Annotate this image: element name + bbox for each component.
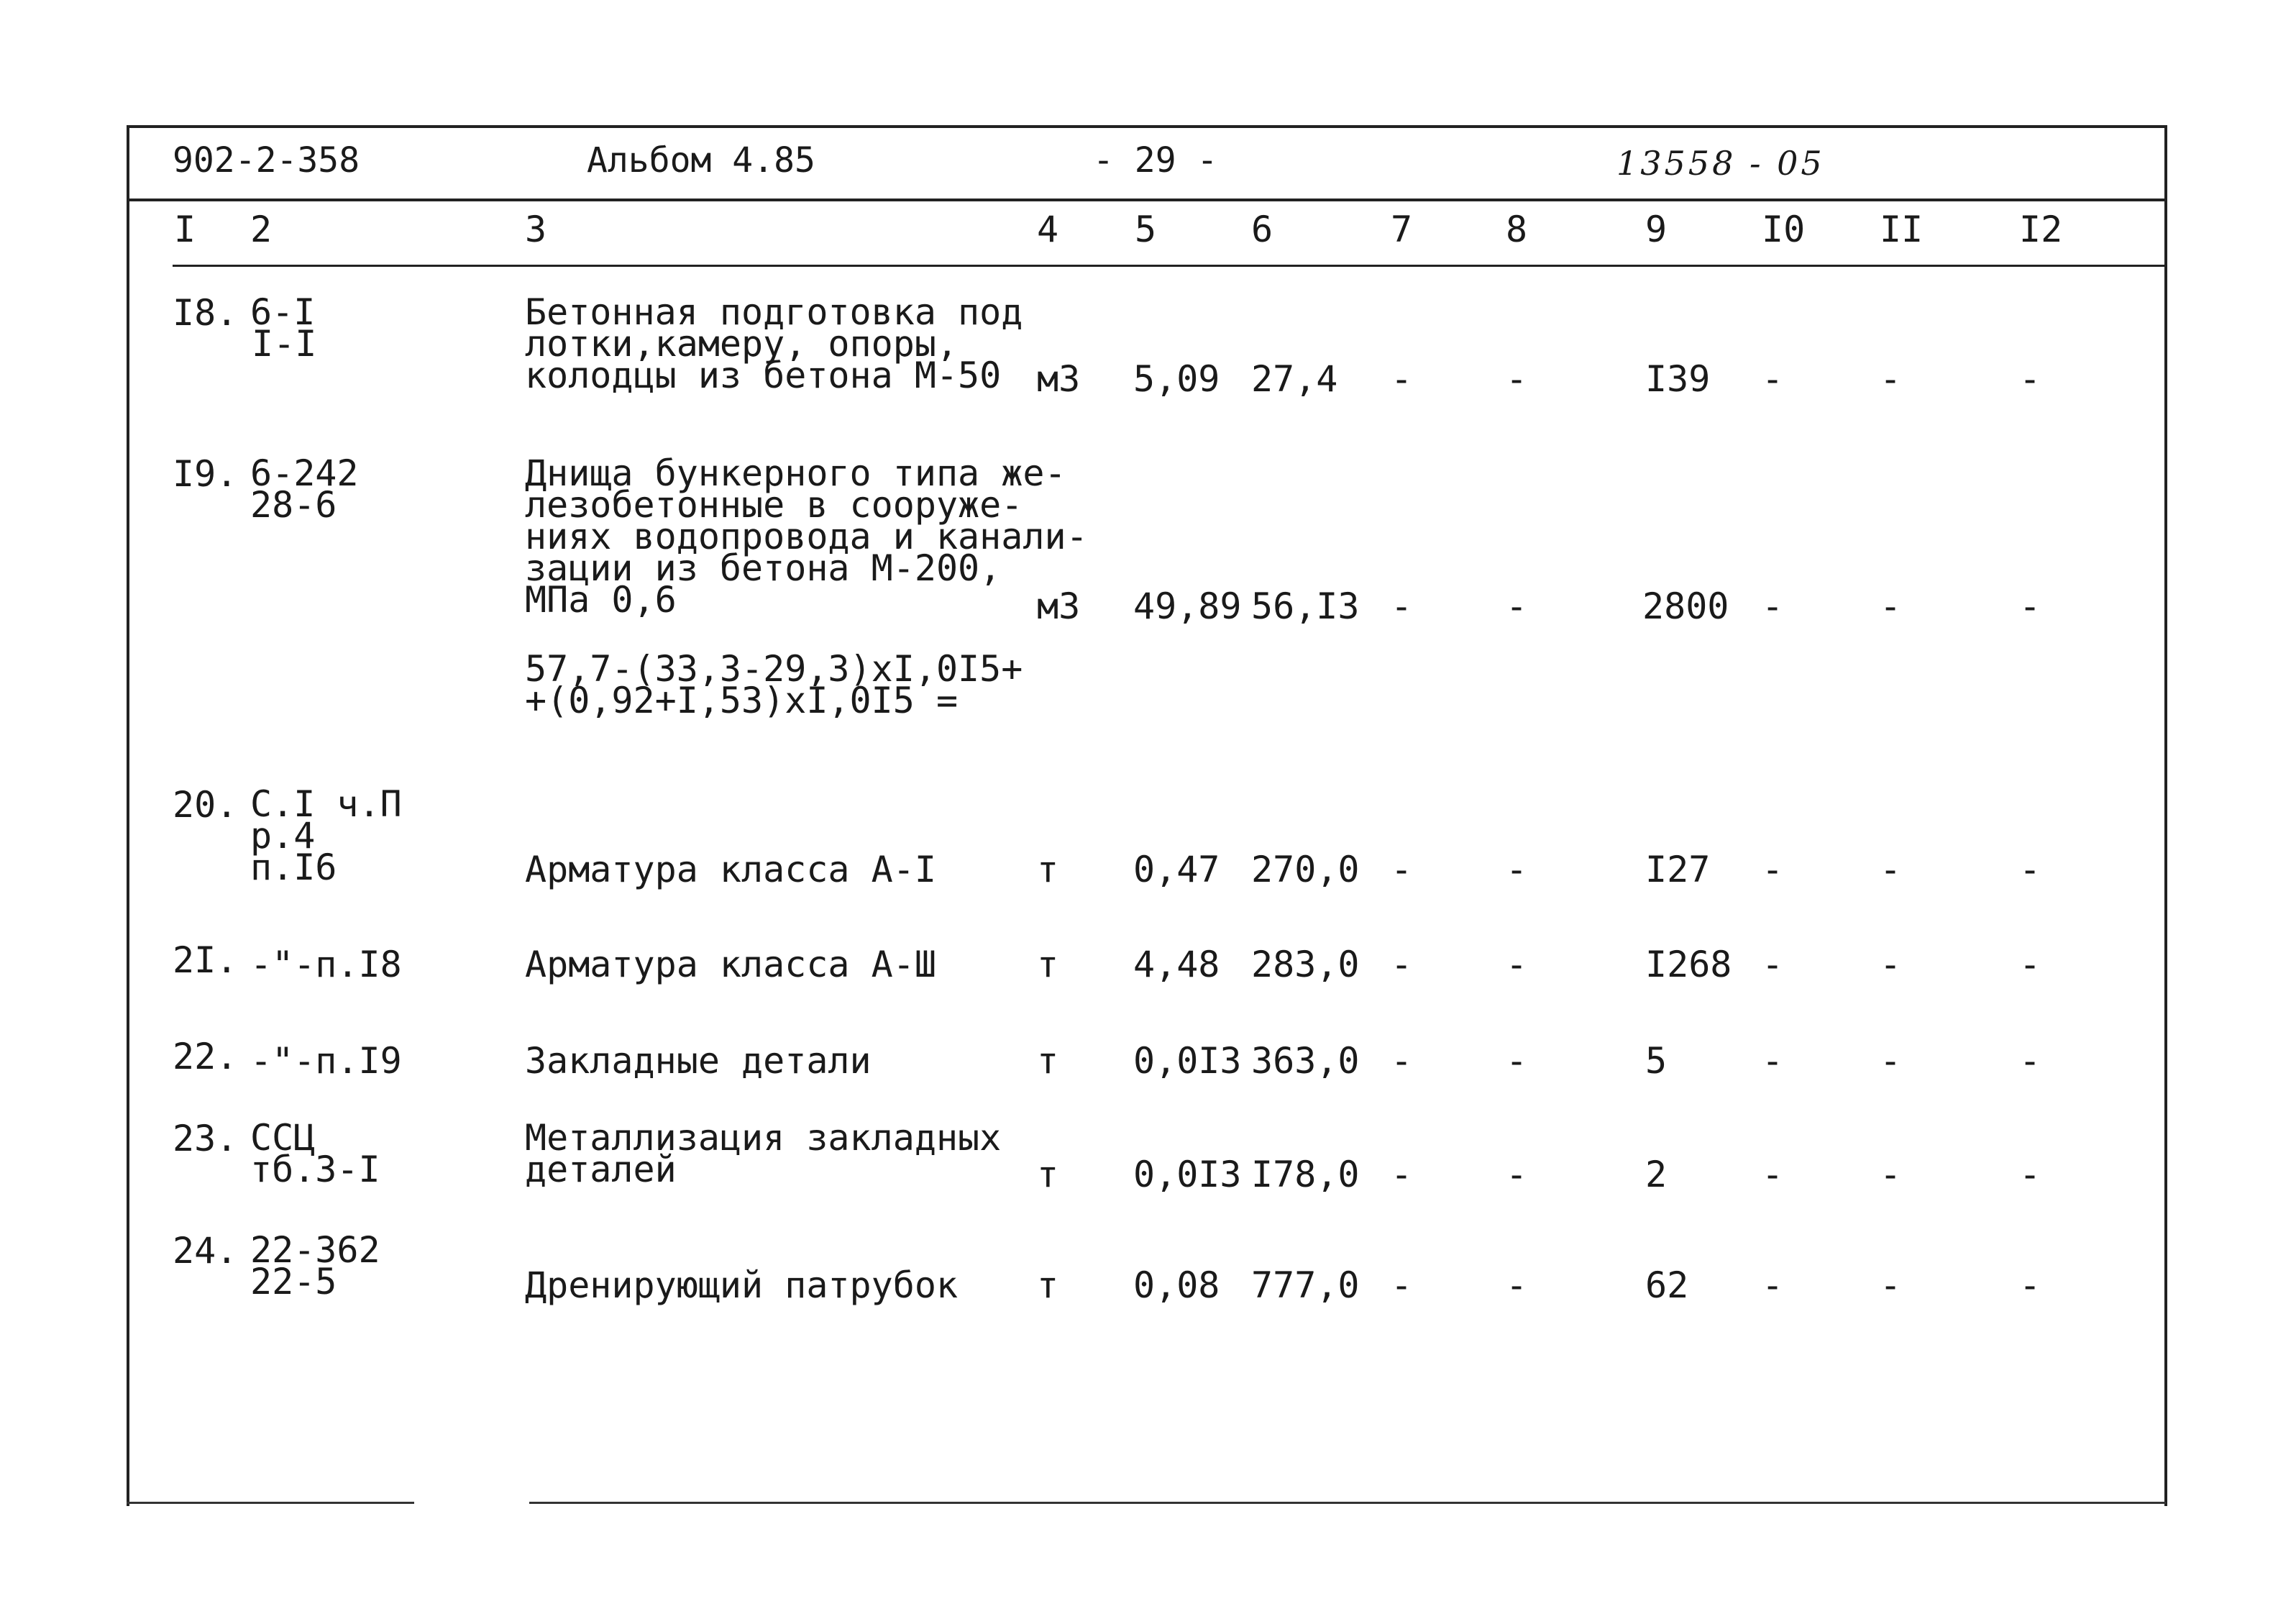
col12-cell: - [2019,849,2041,890]
col11-cell: - [1880,1040,1902,1082]
frame-right-border [2164,125,2167,1506]
col8-cell: - [1506,1154,1528,1195]
row-reference [250,783,402,888]
col10-cell: - [1762,358,1784,400]
row-description: Арматура класса А-Ш [525,944,936,985]
row-description [525,1117,1002,1190]
desc-line: зации из бетона М-200, [525,547,1002,589]
price-cell: 270,0 [1251,849,1360,890]
price-cell: 283,0 [1251,944,1360,985]
col-header-4: 4 [1037,209,1059,250]
desc-line: Бетонная подготовка под [525,291,1023,333]
unit-cell: м3 [1037,585,1081,627]
unit-cell: т [1037,1264,1059,1306]
col-header-2: 2 [250,209,273,250]
formula-line: 57,7-(33,3-29,3)xI,0I5+ [525,648,1023,690]
ref-line: 28-6 [250,484,337,526]
col10-cell: - [1762,1154,1784,1195]
col8-cell: - [1506,1040,1528,1082]
col12-cell: - [2019,358,2041,400]
col7-cell: - [1391,358,1413,400]
row-reference [250,452,359,526]
col7-cell: - [1391,944,1413,985]
col-header-7: 7 [1391,209,1413,250]
col-header-9: 9 [1645,209,1668,250]
col11-cell: - [1880,1264,1902,1306]
col8-cell: - [1506,1264,1528,1306]
price-cell: I78,0 [1251,1154,1360,1195]
row-number: 24. [173,1230,238,1272]
quantity-cell: 4,48 [1133,944,1220,985]
row-number: 23. [173,1118,238,1159]
ref-line: 22-5 [250,1261,337,1303]
col11-cell: - [1880,585,1902,627]
row-reference [250,1117,380,1190]
row-number: 22. [173,1036,238,1077]
quantity-cell: 0,08 [1133,1264,1220,1306]
row-reference [250,1229,380,1303]
col10-cell: - [1762,944,1784,985]
col11-cell: - [1880,1154,1902,1195]
unit-cell: м3 [1037,358,1081,400]
col8-cell: - [1506,358,1528,400]
header-separator [127,199,2167,201]
total-cell: I27 [1645,849,1711,890]
total-cell: 62 [1645,1264,1689,1306]
row-description [525,291,1023,396]
stamp-number: 13558 - 05 [1616,144,1825,183]
desc-line: МПа 0,6 [525,579,677,621]
col7-cell: - [1391,1264,1413,1306]
page-number: - 29 - [1093,140,1218,181]
col8-cell: - [1506,944,1528,985]
row-description: Закладные детали [525,1040,872,1082]
frame-left-border [127,125,129,1506]
row-number: I9. [173,453,238,495]
ref-line: ССЦ [250,1117,316,1159]
quantity-cell: 49,89 [1133,585,1242,627]
ref-line: 6-242 [250,452,359,494]
desc-line: деталей [525,1149,677,1190]
desc-line: лотки,камеру, опоры, [525,323,959,365]
row-reference [250,291,317,365]
col8-cell: - [1506,585,1528,627]
row-number: 20. [173,784,238,826]
total-cell: I39 [1645,358,1711,400]
row-number: 2I. [173,939,238,981]
col8-cell: - [1506,849,1528,890]
col-header-12: I2 [2019,209,2063,250]
bottom-line-left [127,1502,414,1504]
row-description [525,452,1088,621]
total-cell: 2800 [1642,585,1729,627]
col7-cell: - [1391,1040,1413,1082]
quantity-cell: 0,0I3 [1133,1040,1242,1082]
frame-top-border [127,125,2167,128]
col-header-1: I [174,209,196,250]
doc-code: 902-2-358 [173,140,360,181]
row-number: I8. [173,292,238,334]
row-formula [525,648,1023,721]
col10-cell: - [1762,1264,1784,1306]
price-cell: 27,4 [1251,358,1338,400]
formula-line: +(0,92+I,53)xI,0I5 = [525,680,959,721]
col12-cell: - [2019,1040,2041,1082]
col-header-5: 5 [1135,209,1157,250]
column-header-separator [173,265,2164,267]
col-header-10: I0 [1762,209,1806,250]
row-reference: -"-п.I8 [250,944,402,985]
row-reference: -"-п.I9 [250,1040,402,1082]
col12-cell: - [2019,585,2041,627]
desc-line: колодцы из бетона М-50 [525,355,1002,396]
col11-cell: - [1880,944,1902,985]
ref-line: I-I [252,323,317,365]
col7-cell: - [1391,1154,1413,1195]
desc-line: лезобетонные в сооруже- [525,484,1023,526]
total-cell: I268 [1645,944,1732,985]
desc-line: ниях водопровода и канали- [525,516,1088,557]
ref-line: С.I ч.П [250,783,402,825]
bottom-line-right [529,1502,2166,1504]
ref-line: 22-362 [250,1229,380,1271]
col11-cell: - [1880,358,1902,400]
col11-cell: - [1880,849,1902,890]
ref-line: р.4 [250,815,316,857]
col-header-6: 6 [1251,209,1273,250]
unit-cell: т [1037,1040,1059,1082]
col-header-11: II [1880,209,1924,250]
unit-cell: т [1037,849,1059,890]
col12-cell: - [2019,1154,2041,1195]
col10-cell: - [1762,849,1784,890]
row-description: Дренирующий патрубок [525,1264,959,1306]
total-cell: 2 [1645,1154,1668,1195]
desc-line: Днища бункерного типа же- [525,452,1066,494]
ref-line: 6-I [250,291,316,333]
desc-line: Металлизация закладных [525,1117,1002,1159]
col-header-3: 3 [525,209,547,250]
col10-cell: - [1762,585,1784,627]
quantity-cell: 5,09 [1133,358,1220,400]
unit-cell: т [1037,1154,1059,1195]
quantity-cell: 0,0I3 [1133,1154,1242,1195]
price-cell: 777,0 [1251,1264,1360,1306]
col7-cell: - [1391,585,1413,627]
unit-cell: т [1037,944,1059,985]
album-label: Альбом 4.85 [587,140,815,181]
col-header-8: 8 [1506,209,1528,250]
total-cell: 5 [1645,1040,1668,1082]
quantity-cell: 0,47 [1133,849,1220,890]
row-description: Арматура класса А-I [525,849,936,890]
col12-cell: - [2019,944,2041,985]
ref-line: п.I6 [250,847,337,888]
col10-cell: - [1762,1040,1784,1082]
col12-cell: - [2019,1264,2041,1306]
price-cell: 363,0 [1251,1040,1360,1082]
price-cell: 56,I3 [1251,585,1360,627]
ref-line: тб.3-I [250,1149,380,1190]
col7-cell: - [1391,849,1413,890]
